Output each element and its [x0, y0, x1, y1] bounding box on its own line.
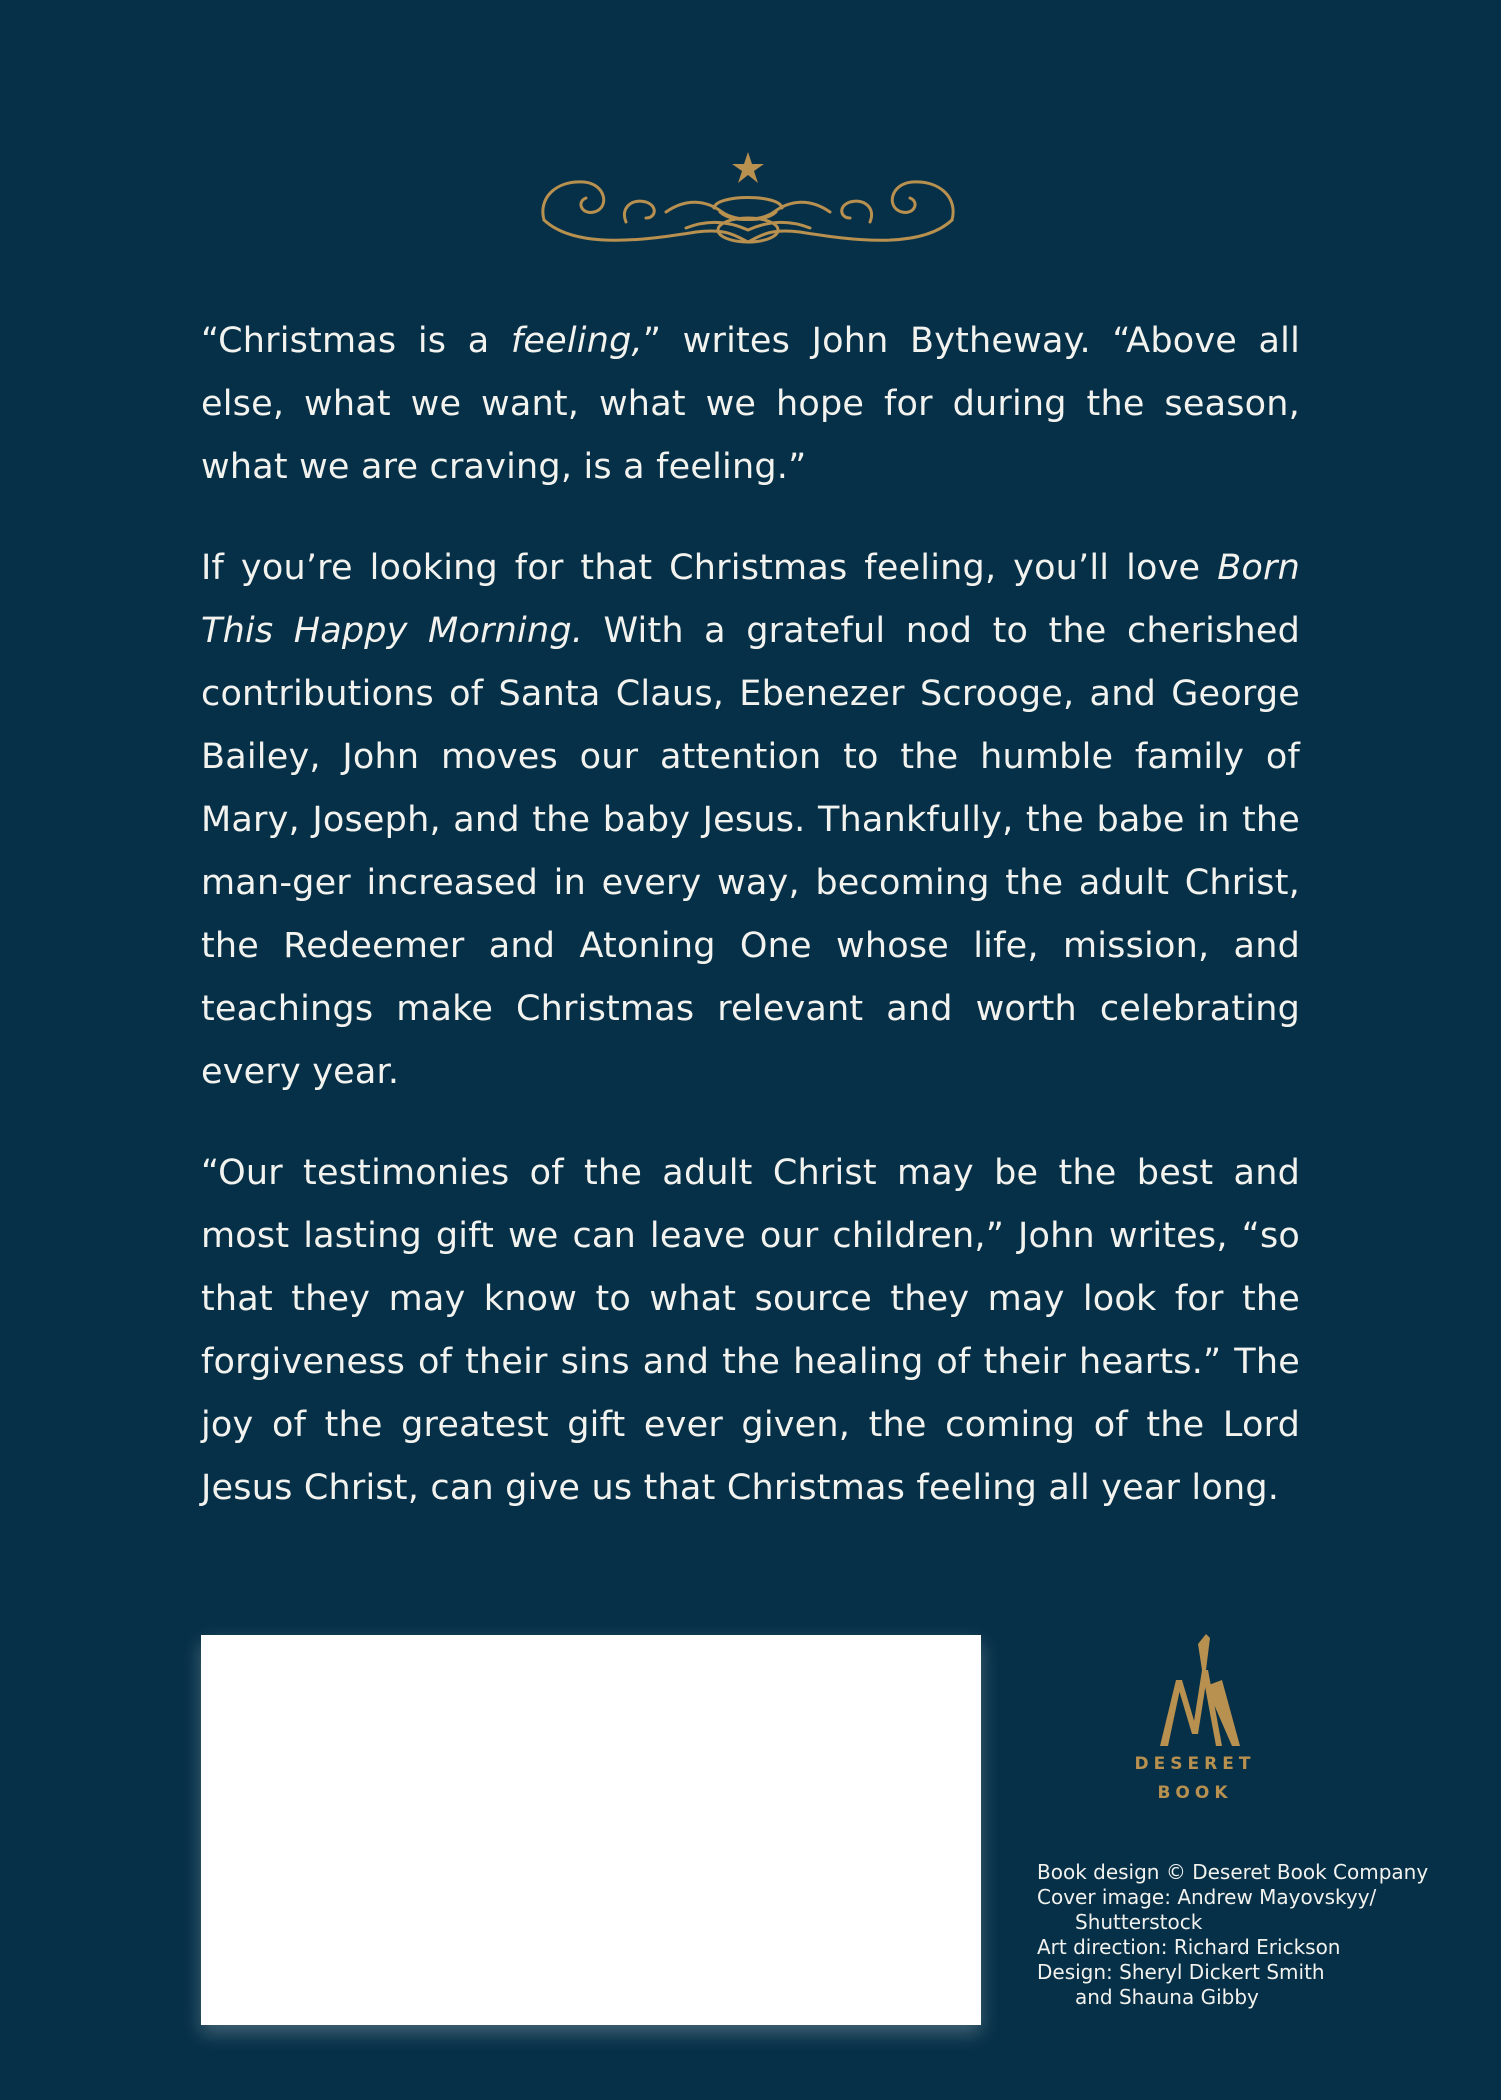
book-blurb	[201, 310, 1300, 1558]
credit-design-continued: and Shauna Gibby	[1075, 1985, 1259, 2009]
blurb-p2-part-c: With a grateful nod to the cherished contributions of Santa Claus, Ebenezer Scrooge, and George Bailey, John moves our attention to the humble family of Mary, Joseph, and the baby Jesus. Thankfully, the babe in the man-ger increased in every way, becoming the adult Christ, the Redeemer and Atoning One whose life, mission, and teachings make Christmas relevant and worth celebrating every year.	[201, 611, 1300, 1092]
logo-word-deseret: DESERET	[1134, 1754, 1256, 1774]
blurb-paragraph-3: “Our testimonies of the adult Christ may be the best and most lasting gift we can leave our children,” John writes, “so that they may know to what source they may look for the forgiveness of their sins and the healing of their hearts.” The joy of the greatest gift ever given, the coming of the Lord Jesus Christ, can give us that Christmas feeling all year long.	[201, 1153, 1300, 1508]
logo-word-book: BOOK	[1157, 1783, 1233, 1803]
credit-book-design: Book design © Deseret Book Company	[1037, 1860, 1429, 1884]
blurb-paragraph-2	[201, 537, 1300, 1104]
blurb-p1-part-a: “Christmas is a	[201, 321, 511, 361]
publisher-logo	[1110, 1630, 1280, 1830]
credit-cover-image-source: Shutterstock	[1075, 1910, 1203, 1934]
blurb-p2-book-title: Born This Happy Morning.	[201, 548, 1300, 651]
credit-cover-image: Cover image: Andrew Mayovskyy/	[1037, 1885, 1377, 1909]
blurb-p1-part-c: ” writes John Bytheway. “Above all else, what we want, what we hope for during the season, what we are craving, is a feeling.”	[201, 321, 1300, 487]
credit-design: Design: Sheryl Dickert Smith	[1037, 1960, 1325, 1984]
credits	[1037, 1860, 1437, 2010]
blurb-paragraph-1	[201, 310, 1300, 499]
blurb-p1-italic: feeling,	[510, 321, 643, 361]
flourish-star-icon	[536, 150, 960, 254]
blurb-p2-part-a: If you’re looking for that Christmas feeling, you’ll love	[201, 548, 1218, 588]
barcode-area	[201, 1635, 981, 2025]
deseret-book-logo-icon	[1140, 1630, 1250, 1750]
credit-art-direction: Art direction: Richard Erickson	[1037, 1935, 1341, 1959]
